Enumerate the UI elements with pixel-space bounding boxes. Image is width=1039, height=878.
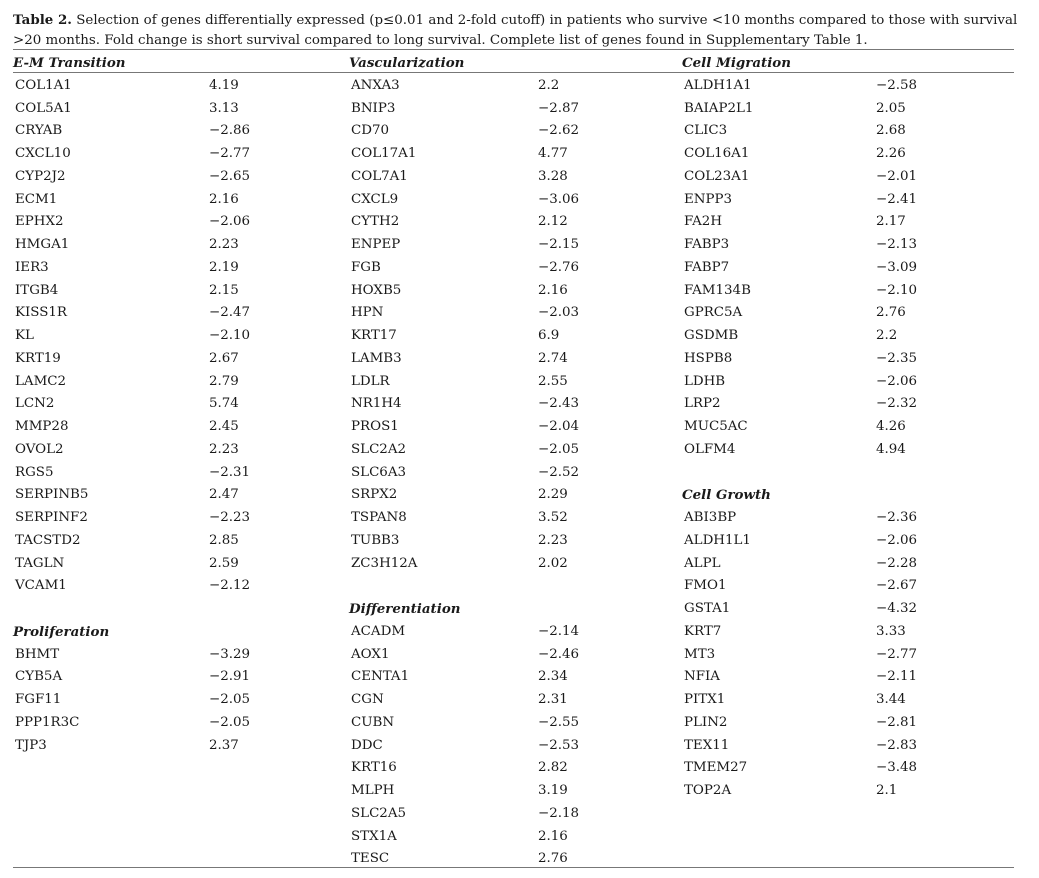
fold-change-value: −2.06 [209,214,251,230]
fold-change-value: 2.16 [538,828,568,844]
gene-symbol: FMO1 [684,578,727,594]
fold-change-value: 2.34 [538,669,568,685]
section-header [682,484,1002,507]
gene-symbol: CXCL9 [351,191,399,207]
table-row [13,575,333,598]
gene-symbol: PROS1 [351,419,399,434]
section-title: E-M Transition [13,55,126,71]
table-row [13,280,333,303]
gene-symbol: MMP28 [15,419,69,434]
gene-symbol: LCN2 [15,396,55,412]
spacer-row [349,575,669,598]
fold-change-value: −2.55 [538,714,580,730]
section-header [13,621,333,644]
gene-symbol: STX1A [351,828,397,844]
gene-symbol: FABP3 [684,237,730,252]
section-title: Differentiation [349,601,461,617]
table-row [349,484,669,507]
fold-change-value: 2.37 [209,737,239,753]
fold-change-value: 2.68 [876,123,906,139]
fold-change-value: 2.47 [209,487,239,503]
table-row [13,211,333,234]
gene-symbol: NR1H4 [351,396,402,412]
table-row [682,189,1002,212]
table-row [349,325,669,348]
table-row [682,780,1002,803]
fold-change-value: −2.65 [209,168,251,184]
fold-change-value: 3.33 [876,623,906,639]
fold-change-value: 4.77 [538,146,568,161]
table-row [349,666,669,689]
table-row [349,393,669,416]
fold-change-value: 2.79 [209,373,239,389]
gene-symbol: KISS1R [15,305,68,321]
table-row [13,507,333,530]
gene-symbol: LRP2 [684,396,721,412]
gene-symbol: TOP2A [684,783,732,798]
gene-symbol: COL5A1 [15,100,72,116]
fold-change-value: 6.9 [538,328,560,343]
fold-change-value: 2.17 [876,214,906,230]
table-row [682,507,1002,530]
fold-change-value: −2.47 [209,305,251,321]
fold-change-value: −3.29 [209,646,251,662]
fold-change-value: 2.05 [876,100,906,116]
gene-symbol: ZC3H12A [351,555,418,571]
gene-symbol: TACSTD2 [15,532,81,548]
table-row [13,257,333,280]
fold-change-value: −3.06 [538,191,580,207]
gene-symbol: COL7A1 [351,168,408,184]
table-row [13,439,333,462]
gene-symbol: KRT16 [351,760,397,776]
gene-symbol: TMEM27 [684,760,748,776]
gene-symbol: TUBB3 [351,532,400,548]
fold-change-value: 2.23 [538,532,568,548]
column-3 [682,52,1002,803]
table-row [13,189,333,212]
table-row [13,416,333,439]
gene-symbol: CUBN [351,714,395,730]
table-row [349,803,669,826]
fold-change-value: 2.26 [876,146,906,161]
fold-change-value: −2.11 [876,669,918,685]
gene-symbol: PLIN2 [684,714,728,730]
gene-symbol: SERPINB5 [15,487,89,503]
fold-change-value: −2.10 [209,328,251,343]
gene-symbol: ENPP3 [684,191,733,207]
table-row [349,826,669,849]
fold-change-value: −2.03 [538,305,580,321]
gene-symbol: PPP1R3C [15,714,80,730]
fold-change-value: −2.87 [538,100,580,116]
section-header [682,52,1002,75]
gene-symbol: CGN [351,692,384,707]
gene-symbol: ALDH1A1 [684,77,752,93]
gene-symbol: CYB5A [15,669,63,685]
fold-change-value: −2.18 [538,805,580,821]
fold-change-value: −2.77 [209,146,251,161]
table-row [13,484,333,507]
table-row [349,735,669,758]
fold-change-value: 2.16 [538,282,568,298]
fold-change-value: −2.05 [538,441,580,457]
gene-symbol: MLPH [351,783,395,798]
table-row [13,393,333,416]
table-row [349,120,669,143]
gene-symbol: GSTA1 [684,601,731,616]
gene-symbol: OVOL2 [15,441,64,457]
fold-change-value: 2.12 [538,214,568,230]
fold-change-value: 2.23 [209,237,239,252]
fold-change-value: −2.43 [538,396,580,412]
gene-symbol: VCAM1 [15,578,67,594]
gene-symbol: ITGB4 [15,282,59,298]
gene-symbol: BHMT [15,646,60,662]
gene-symbol: BAIAP2L1 [684,100,754,116]
table-row [682,166,1002,189]
gene-symbol: COL23A1 [684,168,750,184]
fold-change-value: −3.48 [876,760,918,776]
fold-change-value: −4.32 [876,601,918,616]
fold-change-value: −2.91 [209,669,251,685]
table-row [682,621,1002,644]
section-title: Cell Migration [682,55,791,71]
table-row [682,120,1002,143]
section-header [349,52,669,75]
table-row [349,371,669,394]
table-row [682,348,1002,371]
gene-symbol: ALPL [684,555,721,571]
fold-change-value: 2.15 [209,282,239,298]
gene-symbol: COL16A1 [684,146,750,161]
table-row [13,75,333,98]
table-row [349,848,669,871]
gene-symbol: GSDMB [684,328,739,343]
fold-change-value: 2.76 [538,851,568,867]
table-row [13,98,333,121]
fold-change-value: −2.23 [209,510,251,525]
table-row [13,166,333,189]
table-row [682,553,1002,576]
table-row [349,211,669,234]
gene-symbol: CYP2J2 [15,168,66,184]
table-row [682,757,1002,780]
gene-symbol: ABI3BP [684,510,737,525]
table-row [349,644,669,667]
fold-change-value: 4.94 [876,441,906,457]
table-row [682,302,1002,325]
table-caption [13,10,1018,51]
gene-symbol: KRT19 [15,350,61,366]
table-row [682,393,1002,416]
gene-symbol: FGB [351,259,381,275]
table-row [13,234,333,257]
table-row [349,143,669,166]
gene-symbol: LDHB [684,373,726,389]
gene-symbol: COL17A1 [351,146,417,161]
fold-change-value: −2.06 [876,373,918,389]
fold-change-value: −2.62 [538,123,580,139]
fold-change-value: −2.46 [538,646,580,662]
fold-change-value: 2.1 [876,783,898,798]
gene-symbol: TJP3 [15,737,47,753]
gene-symbol: KRT7 [684,623,722,639]
gene-symbol: KL [15,328,34,343]
spacer-row [13,598,333,621]
table-row [13,325,333,348]
column-1 [13,52,333,757]
table-row [349,507,669,530]
gene-symbol: TESC [351,851,390,867]
gene-symbol: HSPB8 [684,350,733,366]
table-row [349,98,669,121]
table-row [682,325,1002,348]
gene-symbol: PITX1 [684,692,726,707]
table-row [682,644,1002,667]
gene-symbol: ENPEP [351,237,401,252]
gene-symbol: SLC2A2 [351,441,407,457]
spacer-row [682,462,1002,485]
fold-change-value: −2.52 [538,464,580,480]
gene-symbol: HOXB5 [351,282,402,298]
gene-symbol: TSPAN8 [351,510,407,525]
table-row [349,75,669,98]
fold-change-value: 3.13 [209,100,239,116]
fold-change-value: −2.05 [209,714,251,730]
gene-symbol: FGF11 [15,692,62,707]
gene-symbol: ACADM [351,623,406,639]
fold-change-value: −2.04 [538,419,580,434]
gene-symbol: LAMC2 [15,373,67,389]
table-row [682,689,1002,712]
top-rule [13,49,1014,50]
fold-change-value: 3.19 [538,783,568,798]
fold-change-value: −2.58 [876,77,918,93]
table-row [13,530,333,553]
gene-symbol: KRT17 [351,328,397,343]
gene-symbol: MT3 [684,646,716,662]
table-row [349,553,669,576]
fold-change-value: −2.01 [876,168,918,184]
table-row [682,575,1002,598]
gene-symbol: COL1A1 [15,77,72,93]
fold-change-value: 2.55 [538,373,568,389]
fold-change-value: −2.12 [209,578,251,594]
table-row [682,666,1002,689]
table-row [349,280,669,303]
gene-symbol: FA2H [684,214,722,230]
fold-change-value: −2.13 [876,237,918,252]
fold-change-value: 3.28 [538,168,568,184]
section-header [349,598,669,621]
fold-change-value: 2.29 [538,487,568,503]
fold-change-value: 2.82 [538,760,568,776]
table-row [682,75,1002,98]
gene-symbol: ALDH1L1 [684,532,751,548]
fold-change-value: −2.14 [538,623,580,639]
table-row [13,735,333,758]
table-label: Table 2. [13,12,72,28]
fold-change-value: −2.76 [538,259,580,275]
fold-change-value: 2.85 [209,532,239,548]
table-row [349,234,669,257]
fold-change-value: −2.53 [538,737,580,753]
table-row [682,143,1002,166]
table-row [349,439,669,462]
fold-change-value: 4.19 [209,77,239,93]
gene-symbol: HPN [351,305,384,321]
fold-change-value: −2.10 [876,282,918,298]
fold-change-value: −2.83 [876,737,918,753]
fold-change-value: −2.86 [209,123,251,139]
table-row [682,98,1002,121]
fold-change-value: −2.28 [876,555,918,571]
table-row [13,689,333,712]
gene-symbol: GPRC5A [684,305,743,321]
table-row [13,712,333,735]
gene-symbol: SLC6A3 [351,464,407,480]
gene-symbol: RGS5 [15,464,54,480]
gene-symbol: TAGLN [15,555,65,571]
fold-change-value: −2.05 [209,692,251,707]
fold-change-value: 2.19 [209,259,239,275]
fold-change-value: −2.36 [876,510,918,525]
column-2 [349,52,669,871]
gene-symbol: OLFM4 [684,441,736,457]
table-row [13,644,333,667]
table-row [349,257,669,280]
fold-change-value: −3.09 [876,259,918,275]
gene-symbol: AOX1 [351,646,390,662]
gene-symbol: CENTA1 [351,669,410,685]
fold-change-value: −2.41 [876,191,918,207]
table-row [682,598,1002,621]
fold-change-value: −2.35 [876,350,918,366]
fold-change-value: 2.23 [209,441,239,457]
fold-change-value: 2.2 [538,77,560,93]
fold-change-value: 2.02 [538,555,568,571]
fold-change-value: 2.74 [538,350,568,366]
gene-symbol: SERPINF2 [15,510,88,525]
table-row [13,666,333,689]
table-row [682,371,1002,394]
table-row [682,416,1002,439]
fold-change-value: −2.06 [876,532,918,548]
gene-symbol: BNIP3 [351,100,396,116]
table-row [13,371,333,394]
table-row [349,348,669,371]
fold-change-value: 2.45 [209,419,239,434]
table-row [349,416,669,439]
table-row [13,120,333,143]
table-row [682,439,1002,462]
fold-change-value: −2.32 [876,396,918,412]
section-title: Vascularization [349,55,465,71]
table-row [682,712,1002,735]
fold-change-value: −2.31 [209,464,251,480]
table-row [349,302,669,325]
gene-symbol: CD70 [351,123,390,139]
gene-symbol: NFIA [684,669,720,685]
table-row [349,712,669,735]
table-row [682,530,1002,553]
gene-symbol: DDC [351,737,383,753]
table-row [13,143,333,166]
table-row [349,189,669,212]
fold-change-value: 2.76 [876,305,906,321]
gene-symbol: CYTH2 [351,214,400,230]
gene-symbol: LAMB3 [351,350,402,366]
gene-symbol: CRYAB [15,123,63,139]
fold-change-value: −2.15 [538,237,580,252]
table-row [349,689,669,712]
table-row [349,757,669,780]
table-row [13,553,333,576]
table-row [349,166,669,189]
gene-symbol: SRPX2 [351,487,398,503]
table-row [682,211,1002,234]
fold-change-value: 2.2 [876,328,898,343]
gene-symbol: CXCL10 [15,146,71,161]
table-row [13,462,333,485]
gene-symbol: SLC2A5 [351,805,407,821]
gene-symbol: ANXA3 [351,77,400,93]
fold-change-value: 4.26 [876,419,906,434]
fold-change-value: 5.74 [209,396,239,412]
gene-symbol: MUC5AC [684,419,748,434]
section-header [13,52,333,75]
gene-symbol: EPHX2 [15,214,64,230]
fold-change-value: 3.44 [876,692,906,707]
table-row [682,257,1002,280]
table-row [349,621,669,644]
gene-symbol: CLIC3 [684,123,728,139]
table-row [682,234,1002,257]
fold-change-value: 3.52 [538,510,568,525]
gene-symbol: TEX11 [684,737,730,753]
fold-change-value: −2.81 [876,714,918,730]
fold-change-value: −2.77 [876,646,918,662]
section-title: Proliferation [13,623,110,640]
gene-symbol: IER3 [15,259,49,275]
table-row [349,530,669,553]
fold-change-value: 2.67 [209,350,239,366]
table-row [682,735,1002,758]
gene-symbol: LDLR [351,373,390,389]
fold-change-value: 2.31 [538,692,568,707]
gene-symbol: HMGA1 [15,237,70,252]
table-row [13,348,333,371]
table-row [349,780,669,803]
section-title: Cell Growth [682,487,771,504]
fold-change-value: −2.67 [876,578,918,594]
gene-symbol: FAM134B [684,282,751,298]
gene-symbol: ECM1 [15,191,58,207]
gene-symbol: FABP7 [684,259,730,275]
table-row [13,302,333,325]
table-row [349,462,669,485]
fold-change-value: 2.16 [209,191,239,207]
table-row [682,280,1002,303]
caption-text: Selection of genes differentially expressed (p≤0.01 and 2-fold cutoff) in patients who survive <10 months compared to those with survival >20 months. Fold change is short survival compared to long survival. Complete list of genes found in Supplementary Table 1. [13,13,1018,48]
fold-change-value: 2.59 [209,555,239,571]
